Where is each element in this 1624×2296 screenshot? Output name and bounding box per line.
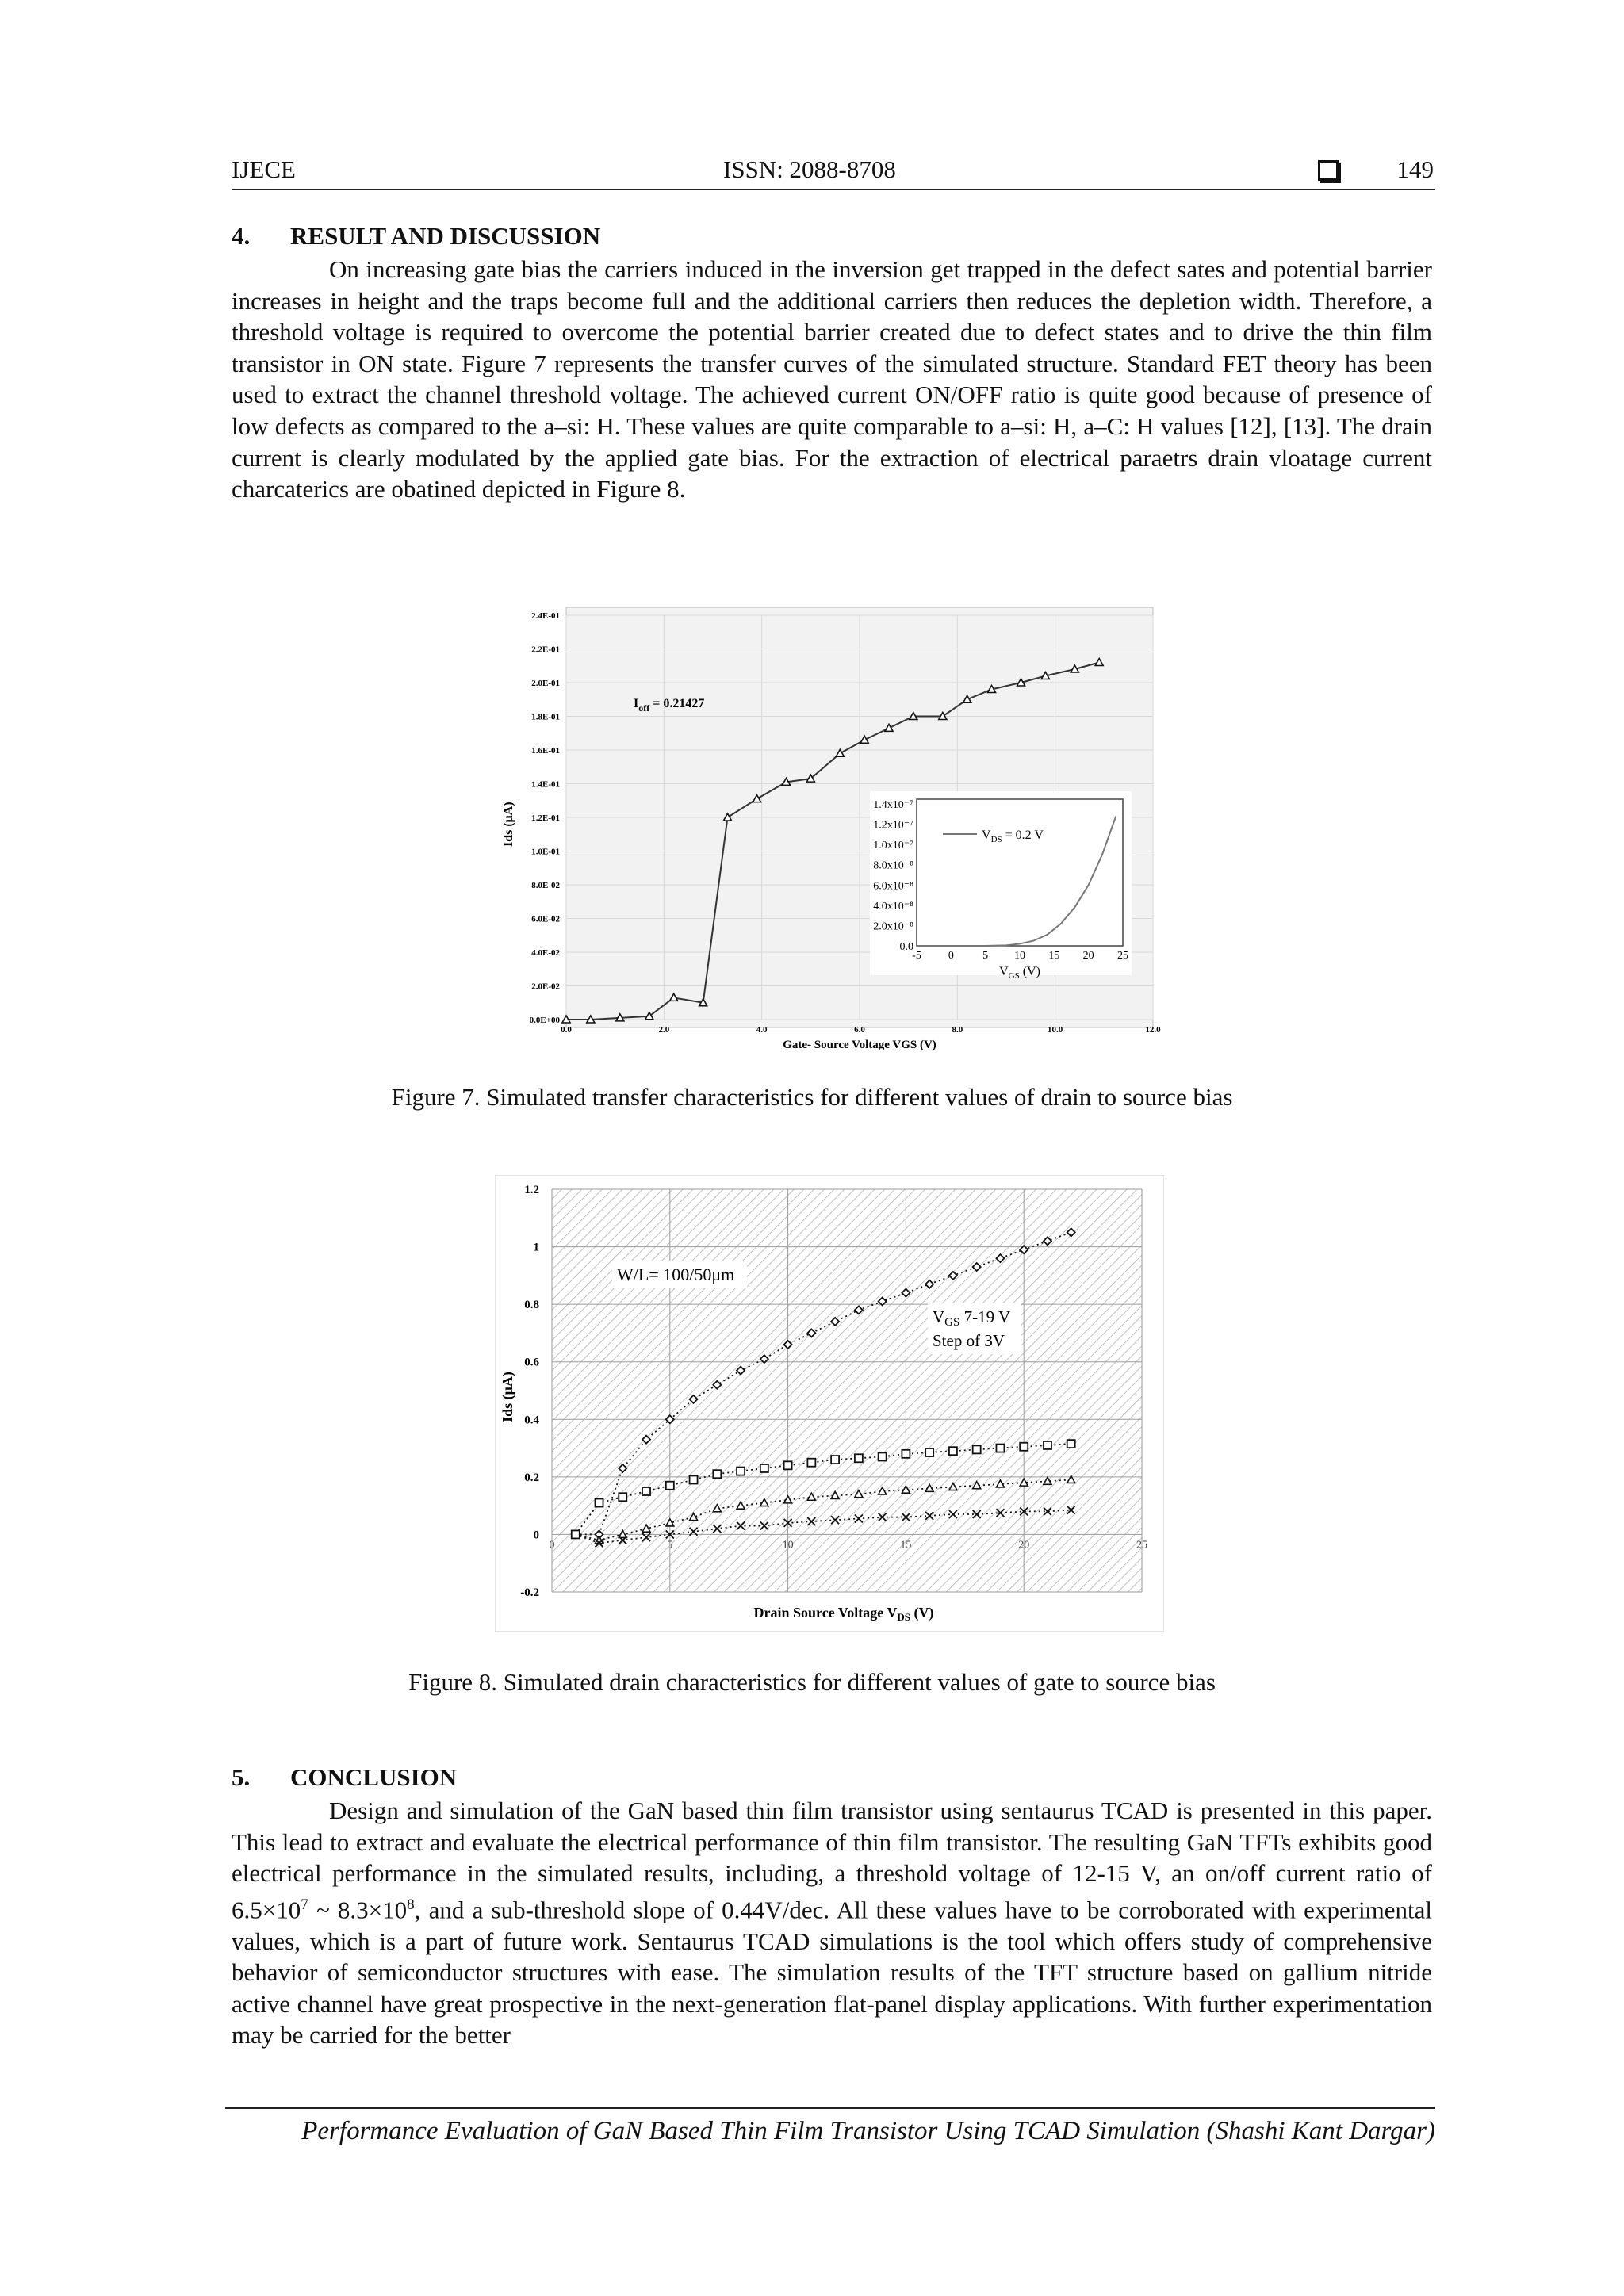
y-tick-label: 4.0E-02 [531,948,560,958]
data-point-square [784,1461,792,1469]
wl-annotation: W/L= 100/50μm [617,1265,735,1284]
y-tick-label: 0.2 [524,1471,539,1484]
y-tick-label: 0.4 [524,1414,539,1427]
y-tick-label: 0 [533,1529,539,1542]
inset-x-tick-label: 10 [1014,950,1025,962]
section-number: 4. [232,222,251,250]
running-footer: Performance Evaluation of GaN Based Thin Film Transistor Using TCAD Simulation (Shashi Kant Dargar) [225,2107,1435,2146]
inset-y-tick-label: 6.0x10⁻⁸ [873,880,914,893]
y-tick-label: 0.6 [524,1356,539,1369]
section-number: 5. [232,1763,251,1791]
y-tick-label: 6.0E-02 [531,914,560,924]
figure-8-caption: Figure 8. Simulated drain characteristics for different values of gate to source bias [408,1668,1216,1696]
inset-x-tick-label: -5 [912,950,921,962]
x-tick-label: 0.0 [561,1025,572,1035]
x-tick-label: 2.0 [658,1025,670,1035]
data-point-square [807,1459,815,1467]
inset-y-tick-label: 8.0x10⁻⁸ [873,859,914,872]
inset-x-axis-label: $V_{GS}$ (V) [999,965,1040,981]
x-tick-label: 15 [900,1539,912,1552]
plot-area [549,1189,1142,1592]
y-axis-label: Ids (μA) [500,1372,515,1422]
inset-x-tick-label: 15 [1048,950,1060,962]
data-point-square [596,1499,603,1507]
data-point-square [831,1456,839,1464]
page-number: 149 [1396,155,1434,183]
data-point-square [690,1475,698,1483]
data-point-square [760,1464,768,1472]
y-tick-label: 1.0E-01 [531,847,560,857]
data-point-square [973,1445,981,1453]
y-tick-label: 2.0E-02 [531,982,560,992]
issn: ISSN: 2088-8708 [723,155,896,183]
y-tick-label: 2.2E-01 [531,645,560,655]
data-point-square [713,1470,721,1478]
x-tick-label: 25 [1136,1539,1147,1552]
x-tick-label: 4.0 [756,1025,768,1035]
y-axis-label: Ids (μA) [502,802,515,847]
data-point-square [855,1454,863,1462]
inset-y-tick-label: 2.0x10⁻⁸ [873,920,914,933]
x-axis-label: Gate- Source Voltage VGS (V) [783,1039,936,1051]
inset-x-tick-label: 20 [1082,950,1094,962]
vgs-annotation: VGS 7-19 V [933,1307,1011,1329]
figure-7-chart [495,598,1166,1054]
section-5-heading [232,1763,457,1792]
data-point-square [1044,1441,1051,1449]
y-tick-label: 0.0E+00 [529,1016,560,1025]
x-axis-label: Drain Source Voltage $V_{DS}$ (V) [753,1605,934,1623]
ioff-annotation: $I_{off} = 0.21427$ [634,697,705,714]
y-tick-label: 2.0E-01 [531,679,560,688]
x-tick-label: 5 [667,1539,673,1552]
x-tick-label: 10.0 [1048,1025,1063,1035]
section-4-heading [232,222,600,251]
data-point-square [925,1448,933,1456]
inset-y-tick-label: 1.2x10⁻⁷ [873,819,914,832]
y-tick-label: 1.2E-01 [531,813,560,823]
inset-y-tick-label: 0.0 [899,941,914,953]
y-tick-label: 1.2 [524,1184,539,1196]
data-point-square [902,1450,910,1458]
x-tick-label: 6.0 [854,1025,865,1035]
x-tick-label: 20 [1018,1539,1030,1552]
data-point-square [949,1447,957,1455]
y-tick-label: 1.8E-01 [531,712,560,722]
square-bullet-icon [1318,160,1339,181]
inset-chart [870,791,1132,981]
running-header [232,154,1435,190]
x-tick-label: 12.0 [1145,1025,1161,1035]
inset-legend: $V_{DS} = 0.2$ V [982,828,1044,844]
y-tick-label: 8.0E-02 [531,881,560,890]
inset-y-tick-label: 1.4x10⁻⁷ [873,799,914,811]
x-tick-label: 0 [549,1539,555,1552]
inset-x-tick-label: 5 [982,950,989,962]
inset-y-tick-label: 1.0x10⁻⁷ [873,840,914,852]
y-tick-label: 1.4E-01 [531,779,560,790]
inset-x-tick-label: 25 [1117,950,1128,962]
y-tick-label: 0.8 [524,1299,539,1312]
data-point-square [572,1530,580,1538]
section-title: RESULT AND DISCUSSION [290,222,601,250]
y-tick-label: -0.2 [520,1586,539,1599]
section-4-paragraph: On increasing gate bias the carriers induced in the inversion get trapped in the defect sates and potential barrier increases in height and the traps become full and the additional carriers then reduces the depletion width. Therefore, a threshold voltage is required to overcome the potential barrier created due to defect states and to drive the thin film transistor in ON state. Figure 7 represents the transfer curves of the simulated structure. Standard FET theory has been used to extract the channel threshold voltage. The achieved current ON/OFF ratio is quite good because of presence of low defects as compared to the a–si: H. These values are quite comparable to a–si: H, a–C: H values [12], [13]. The drain current is clearly modulated by the applied gate bias. For the extraction of electrical paraetrs drain vloatage current charcaterics are obatined depicted in Figure 8. [232,255,1432,503]
step-annotation: Step of 3V [933,1331,1005,1350]
y-tick-label: 1.6E-01 [531,746,560,756]
data-point-square [1067,1440,1075,1448]
x-tick-label: 8.0 [952,1025,963,1035]
data-point-square [737,1468,745,1475]
section-title: CONCLUSION [290,1763,458,1791]
figure-8-chart [495,1175,1164,1632]
inset-x-tick-label: 0 [948,950,954,962]
data-point-square [666,1482,674,1490]
y-tick-label: 1 [533,1241,539,1254]
section-5-paragraph: Design and simulation of the GaN based thin film transistor using sentaurus TCAD is presented in this paper. This lead to extract and evaluate the electrical performance of thin film transistor. The resulting GaN TFTs exhibits good electrical performance in the simulated results, including, a threshold voltage of 12-15 V, an on/off current ratio of $6.5\times 10^7$ ~ $8.3\times 10^8$, and a sub-threshold slope of 0.44V/dec. All these values have to be corroborated with experimental values, which is a part of future work. Sentaurus TCAD simulations is the tool which offers study of comprehensive behavior of semiconductor structures with ease. The simulation results of the TFT structure based on gallium nitride active channel have great prospective in the next-generation flat-panel display applications. With further experimentation may be carried for the better [232,1797,1432,2049]
data-point-square [642,1487,650,1495]
journal-name: IJECE [232,155,296,183]
y-tick-label: 2.4E-01 [531,611,560,621]
x-tick-label: 10 [782,1539,794,1552]
data-point-square [619,1493,626,1501]
data-point-square [879,1452,887,1460]
data-point-square [1020,1443,1028,1451]
inset-y-tick-label: 4.0x10⁻⁸ [873,900,914,913]
figure-7-caption: Figure 7. Simulated transfer characteristics for different values of drain to source bias [391,1083,1233,1111]
data-point-square [996,1445,1004,1452]
